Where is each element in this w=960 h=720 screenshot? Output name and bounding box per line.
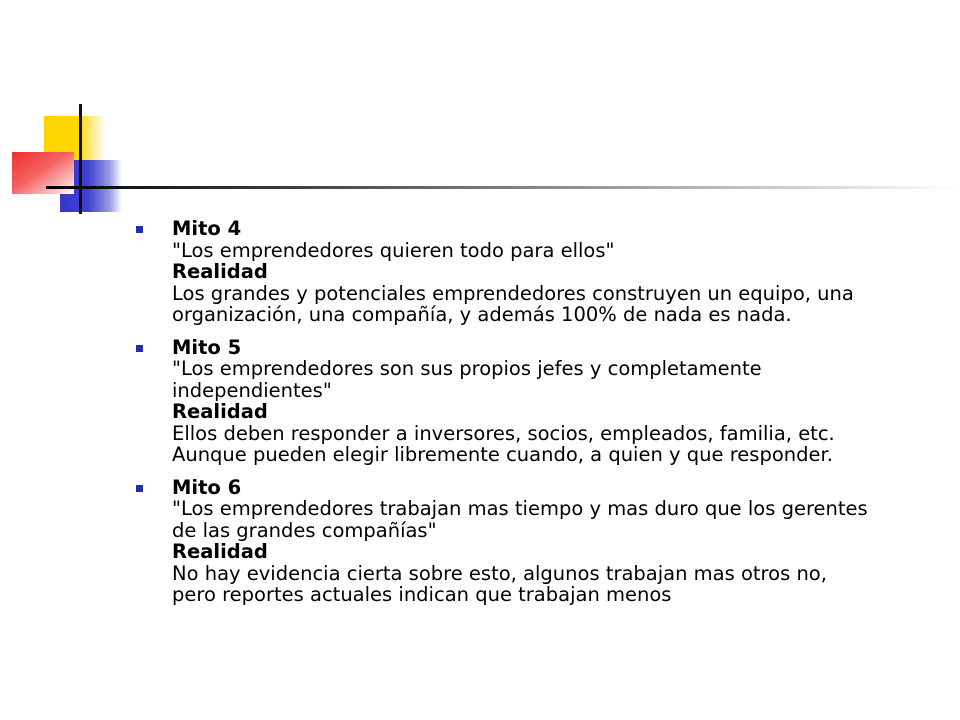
reality-label: Realidad [172,400,268,423]
myth-list [136,218,936,617]
myth-quote: independientes" [172,378,332,402]
reality-text: Los grandes y potenciales emprendedores construyen un equipo, una [172,281,854,305]
myth-item [136,477,936,606]
square-bullet-icon [136,485,143,492]
square-bullet-icon [136,226,143,233]
myth-quote: de las grandes compañías" [172,518,437,542]
reality-text: organización, una compañía, y además 100% de nada es nada. [172,303,792,326]
myth-quote: "Los emprendedores trabajan mas tiempo y mas duro que los gerentes [172,497,868,520]
myth-title: Mito 6 [172,475,242,499]
myth-quote: "Los emprendedores quieren todo para ellos" [172,238,615,262]
reality-label: Realidad [172,260,268,283]
decorative-vertical-line [79,104,82,214]
myth-quote: "Los emprendedores son sus propios jefes y completamente [172,357,762,380]
myth-item [136,337,936,466]
myth-title: Mito 4 [172,217,242,240]
reality-text: pero reportes actuales indican que trabajan menos [172,583,672,606]
myth-title: Mito 5 [172,335,242,359]
reality-label: Realidad [172,540,268,563]
square-bullet-icon [136,345,143,352]
myth-item [136,218,936,326]
title-divider-line [46,186,960,189]
reality-text: Aunque pueden elegir libremente cuando, a quien y que responder. [172,443,833,466]
reality-text: Ellos deben responder a inversores, socios, empleados, familia, etc. [172,421,835,445]
reality-text: No hay evidencia cierta sobre esto, algunos trabajan mas otros no, [172,561,827,585]
